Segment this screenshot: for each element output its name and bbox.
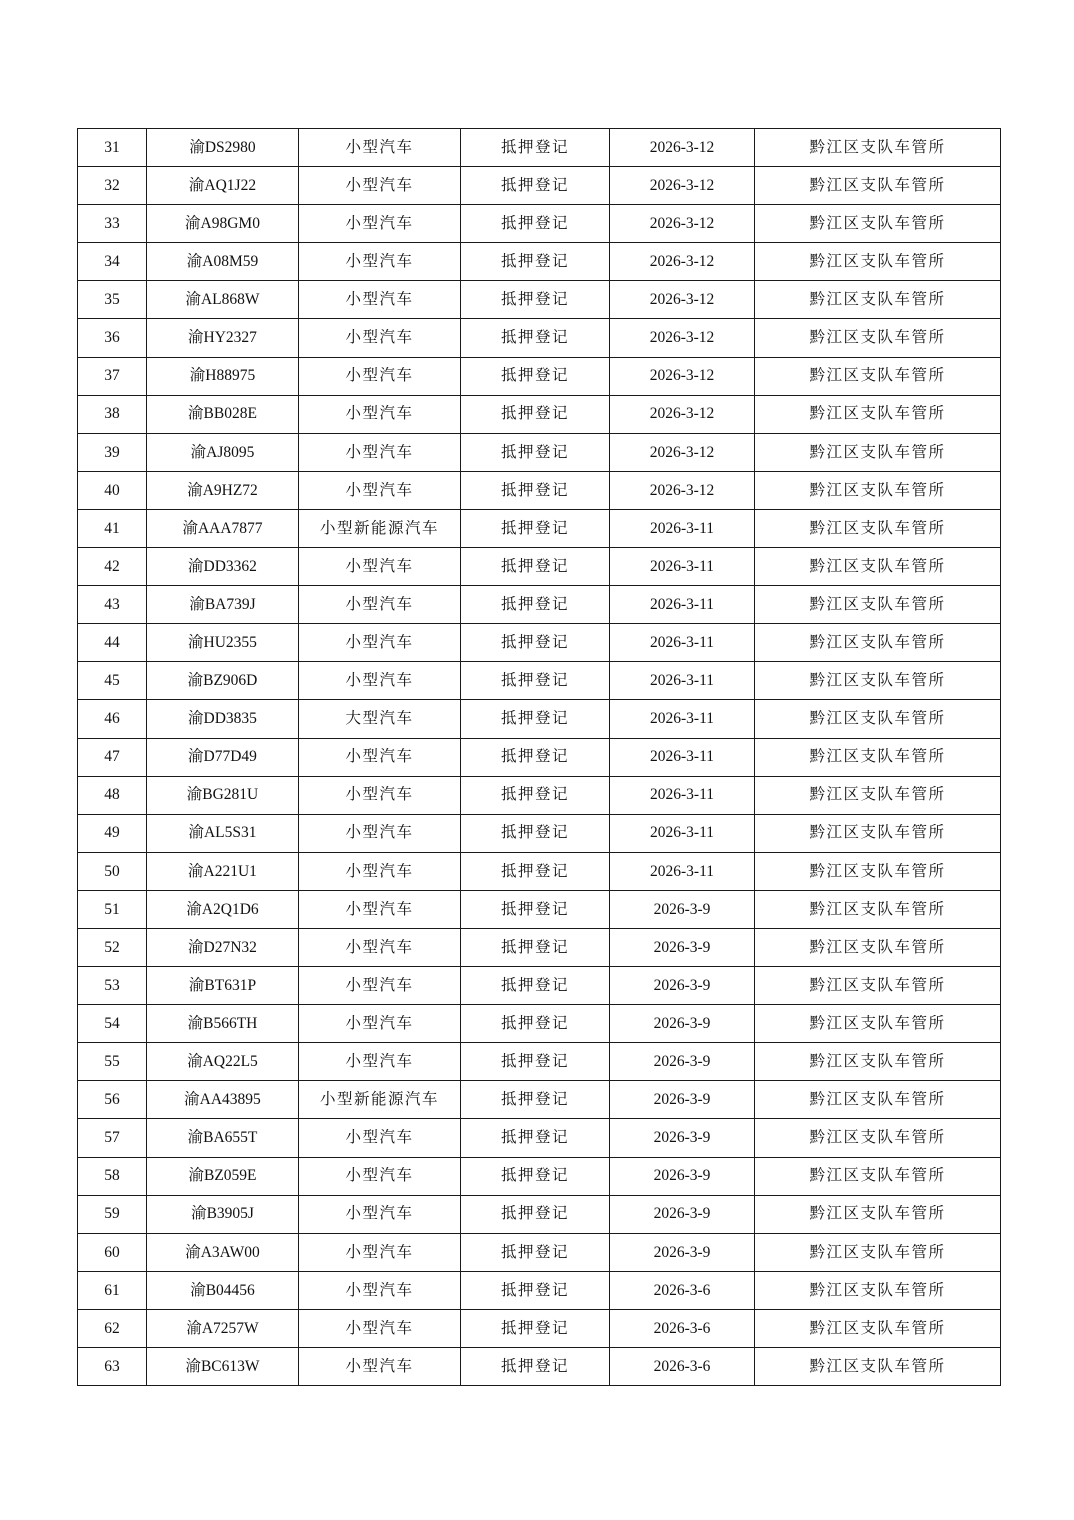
vehicle-type-cell: 小型汽车	[299, 662, 461, 700]
date-cell: 2026-3-12	[610, 433, 755, 471]
table-body	[78, 129, 1001, 1386]
business-type-cell: 抵押登记	[461, 852, 610, 890]
table-row	[78, 624, 1001, 662]
business-type-cell: 抵押登记	[461, 1195, 610, 1233]
vehicle-type-cell: 小型汽车	[299, 624, 461, 662]
row-number-cell: 54	[78, 1005, 147, 1043]
date-cell: 2026-3-9	[610, 1043, 755, 1081]
row-number-cell: 48	[78, 776, 147, 814]
date-cell: 2026-3-9	[610, 967, 755, 1005]
business-type-cell: 抵押登记	[461, 1081, 610, 1119]
office-cell: 黔江区支队车管所	[755, 1309, 1001, 1347]
business-type-cell: 抵押登记	[461, 928, 610, 966]
vehicle-type-cell: 小型汽车	[299, 357, 461, 395]
business-type-cell: 抵押登记	[461, 814, 610, 852]
date-cell: 2026-3-9	[610, 1195, 755, 1233]
plate-number-cell: 渝AJ8095	[147, 433, 299, 471]
vehicle-type-cell: 小型汽车	[299, 1119, 461, 1157]
office-cell: 黔江区支队车管所	[755, 548, 1001, 586]
business-type-cell: 抵押登记	[461, 1043, 610, 1081]
table-row	[78, 928, 1001, 966]
vehicle-type-cell: 小型汽车	[299, 1195, 461, 1233]
business-type-cell: 抵押登记	[461, 1157, 610, 1195]
row-number-cell: 56	[78, 1081, 147, 1119]
business-type-cell: 抵押登记	[461, 357, 610, 395]
plate-number-cell: 渝BG281U	[147, 776, 299, 814]
plate-number-cell: 渝AQ22L5	[147, 1043, 299, 1081]
office-cell: 黔江区支队车管所	[755, 433, 1001, 471]
row-number-cell: 58	[78, 1157, 147, 1195]
plate-number-cell: 渝BC613W	[147, 1348, 299, 1386]
office-cell: 黔江区支队车管所	[755, 1271, 1001, 1309]
table-row	[78, 1195, 1001, 1233]
date-cell: 2026-3-11	[610, 738, 755, 776]
plate-number-cell: 渝HU2355	[147, 624, 299, 662]
table-row	[78, 548, 1001, 586]
table-row	[78, 509, 1001, 547]
row-number-cell: 59	[78, 1195, 147, 1233]
date-cell: 2026-3-12	[610, 129, 755, 167]
business-type-cell: 抵押登记	[461, 471, 610, 509]
plate-number-cell: 渝A2Q1D6	[147, 890, 299, 928]
vehicle-type-cell: 小型汽车	[299, 1157, 461, 1195]
date-cell: 2026-3-6	[610, 1271, 755, 1309]
plate-number-cell: 渝A9HZ72	[147, 471, 299, 509]
date-cell: 2026-3-12	[610, 319, 755, 357]
date-cell: 2026-3-11	[610, 814, 755, 852]
table-row	[78, 281, 1001, 319]
vehicle-type-cell: 小型汽车	[299, 205, 461, 243]
vehicle-type-cell: 小型汽车	[299, 852, 461, 890]
row-number-cell: 37	[78, 357, 147, 395]
office-cell: 黔江区支队车管所	[755, 814, 1001, 852]
row-number-cell: 32	[78, 167, 147, 205]
vehicle-type-cell: 小型汽车	[299, 1005, 461, 1043]
vehicle-type-cell: 小型汽车	[299, 395, 461, 433]
table-row	[78, 1309, 1001, 1347]
office-cell: 黔江区支队车管所	[755, 967, 1001, 1005]
plate-number-cell: 渝BA655T	[147, 1119, 299, 1157]
date-cell: 2026-3-11	[610, 586, 755, 624]
plate-number-cell: 渝D27N32	[147, 928, 299, 966]
table-row	[78, 129, 1001, 167]
plate-number-cell: 渝DD3835	[147, 700, 299, 738]
vehicle-type-cell: 小型汽车	[299, 814, 461, 852]
business-type-cell: 抵押登记	[461, 700, 610, 738]
date-cell: 2026-3-9	[610, 1233, 755, 1271]
office-cell: 黔江区支队车管所	[755, 928, 1001, 966]
plate-number-cell: 渝AA43895	[147, 1081, 299, 1119]
office-cell: 黔江区支队车管所	[755, 738, 1001, 776]
date-cell: 2026-3-12	[610, 205, 755, 243]
office-cell: 黔江区支队车管所	[755, 852, 1001, 890]
plate-number-cell: 渝B3905J	[147, 1195, 299, 1233]
row-number-cell: 44	[78, 624, 147, 662]
table-row	[78, 1271, 1001, 1309]
business-type-cell: 抵押登记	[461, 1271, 610, 1309]
business-type-cell: 抵押登记	[461, 205, 610, 243]
row-number-cell: 33	[78, 205, 147, 243]
plate-number-cell: 渝DS2980	[147, 129, 299, 167]
vehicle-type-cell: 小型汽车	[299, 586, 461, 624]
office-cell: 黔江区支队车管所	[755, 1233, 1001, 1271]
plate-number-cell: 渝AL5S31	[147, 814, 299, 852]
date-cell: 2026-3-9	[610, 1119, 755, 1157]
office-cell: 黔江区支队车管所	[755, 1348, 1001, 1386]
business-type-cell: 抵押登记	[461, 1233, 610, 1271]
row-number-cell: 41	[78, 509, 147, 547]
table-row	[78, 471, 1001, 509]
plate-number-cell: 渝H88975	[147, 357, 299, 395]
date-cell: 2026-3-11	[610, 700, 755, 738]
row-number-cell: 34	[78, 243, 147, 281]
office-cell: 黔江区支队车管所	[755, 129, 1001, 167]
business-type-cell: 抵押登记	[461, 548, 610, 586]
office-cell: 黔江区支队车管所	[755, 243, 1001, 281]
row-number-cell: 63	[78, 1348, 147, 1386]
plate-number-cell: 渝BZ906D	[147, 662, 299, 700]
office-cell: 黔江区支队车管所	[755, 700, 1001, 738]
office-cell: 黔江区支队车管所	[755, 890, 1001, 928]
plate-number-cell: 渝BZ059E	[147, 1157, 299, 1195]
business-type-cell: 抵押登记	[461, 890, 610, 928]
vehicle-type-cell: 小型汽车	[299, 928, 461, 966]
date-cell: 2026-3-11	[610, 662, 755, 700]
office-cell: 黔江区支队车管所	[755, 509, 1001, 547]
table-row	[78, 1233, 1001, 1271]
row-number-cell: 49	[78, 814, 147, 852]
table-row	[78, 1005, 1001, 1043]
plate-number-cell: 渝AQ1J22	[147, 167, 299, 205]
date-cell: 2026-3-11	[610, 776, 755, 814]
business-type-cell: 抵押登记	[461, 129, 610, 167]
vehicle-type-cell: 小型汽车	[299, 548, 461, 586]
row-number-cell: 38	[78, 395, 147, 433]
row-number-cell: 53	[78, 967, 147, 1005]
office-cell: 黔江区支队车管所	[755, 1081, 1001, 1119]
date-cell: 2026-3-11	[610, 852, 755, 890]
office-cell: 黔江区支队车管所	[755, 167, 1001, 205]
date-cell: 2026-3-11	[610, 509, 755, 547]
row-number-cell: 39	[78, 433, 147, 471]
office-cell: 黔江区支队车管所	[755, 624, 1001, 662]
date-cell: 2026-3-6	[610, 1348, 755, 1386]
table-row	[78, 814, 1001, 852]
table-row	[78, 1157, 1001, 1195]
business-type-cell: 抵押登记	[461, 586, 610, 624]
plate-number-cell: 渝AAA7877	[147, 509, 299, 547]
vehicle-type-cell: 小型汽车	[299, 129, 461, 167]
office-cell: 黔江区支队车管所	[755, 319, 1001, 357]
business-type-cell: 抵押登记	[461, 281, 610, 319]
row-number-cell: 51	[78, 890, 147, 928]
plate-number-cell: 渝HY2327	[147, 319, 299, 357]
office-cell: 黔江区支队车管所	[755, 1043, 1001, 1081]
business-type-cell: 抵押登记	[461, 1348, 610, 1386]
table-row	[78, 586, 1001, 624]
row-number-cell: 45	[78, 662, 147, 700]
table-row	[78, 890, 1001, 928]
date-cell: 2026-3-12	[610, 167, 755, 205]
vehicle-mortgage-table	[77, 128, 1001, 1386]
office-cell: 黔江区支队车管所	[755, 586, 1001, 624]
table-row	[78, 205, 1001, 243]
plate-number-cell: 渝A08M59	[147, 243, 299, 281]
vehicle-type-cell: 小型汽车	[299, 433, 461, 471]
plate-number-cell: 渝B566TH	[147, 1005, 299, 1043]
table-row	[78, 1348, 1001, 1386]
vehicle-type-cell: 小型新能源汽车	[299, 509, 461, 547]
plate-number-cell: 渝B04456	[147, 1271, 299, 1309]
row-number-cell: 62	[78, 1309, 147, 1347]
row-number-cell: 61	[78, 1271, 147, 1309]
date-cell: 2026-3-9	[610, 1081, 755, 1119]
office-cell: 黔江区支队车管所	[755, 395, 1001, 433]
date-cell: 2026-3-11	[610, 548, 755, 586]
row-number-cell: 60	[78, 1233, 147, 1271]
row-number-cell: 55	[78, 1043, 147, 1081]
plate-number-cell: 渝A3AW00	[147, 1233, 299, 1271]
plate-number-cell: 渝D77D49	[147, 738, 299, 776]
date-cell: 2026-3-9	[610, 928, 755, 966]
table-row	[78, 776, 1001, 814]
table-row	[78, 433, 1001, 471]
vehicle-type-cell: 小型汽车	[299, 243, 461, 281]
vehicle-type-cell: 小型汽车	[299, 1348, 461, 1386]
plate-number-cell: 渝BB028E	[147, 395, 299, 433]
date-cell: 2026-3-12	[610, 357, 755, 395]
business-type-cell: 抵押登记	[461, 776, 610, 814]
vehicle-type-cell: 小型汽车	[299, 1271, 461, 1309]
table-row	[78, 1081, 1001, 1119]
office-cell: 黔江区支队车管所	[755, 1005, 1001, 1043]
vehicle-type-cell: 小型汽车	[299, 890, 461, 928]
business-type-cell: 抵押登记	[461, 1119, 610, 1157]
vehicle-type-cell: 小型汽车	[299, 738, 461, 776]
office-cell: 黔江区支队车管所	[755, 471, 1001, 509]
office-cell: 黔江区支队车管所	[755, 281, 1001, 319]
office-cell: 黔江区支队车管所	[755, 205, 1001, 243]
vehicle-type-cell: 小型汽车	[299, 1309, 461, 1347]
table-row	[78, 395, 1001, 433]
vehicle-type-cell: 小型汽车	[299, 1233, 461, 1271]
vehicle-type-cell: 小型汽车	[299, 281, 461, 319]
vehicle-type-cell: 小型汽车	[299, 967, 461, 1005]
date-cell: 2026-3-12	[610, 395, 755, 433]
business-type-cell: 抵押登记	[461, 738, 610, 776]
table-row	[78, 243, 1001, 281]
business-type-cell: 抵押登记	[461, 243, 610, 281]
business-type-cell: 抵押登记	[461, 167, 610, 205]
table-row	[78, 852, 1001, 890]
plate-number-cell: 渝BT631P	[147, 967, 299, 1005]
business-type-cell: 抵押登记	[461, 1309, 610, 1347]
vehicle-type-cell: 小型新能源汽车	[299, 1081, 461, 1119]
plate-number-cell: 渝A7257W	[147, 1309, 299, 1347]
table-row	[78, 1043, 1001, 1081]
date-cell: 2026-3-12	[610, 281, 755, 319]
date-cell: 2026-3-12	[610, 243, 755, 281]
table-row	[78, 738, 1001, 776]
date-cell: 2026-3-11	[610, 624, 755, 662]
vehicle-type-cell: 小型汽车	[299, 471, 461, 509]
row-number-cell: 36	[78, 319, 147, 357]
plate-number-cell: 渝A221U1	[147, 852, 299, 890]
business-type-cell: 抵押登记	[461, 433, 610, 471]
table-row	[78, 967, 1001, 1005]
office-cell: 黔江区支队车管所	[755, 1195, 1001, 1233]
plate-number-cell: 渝BA739J	[147, 586, 299, 624]
business-type-cell: 抵押登记	[461, 662, 610, 700]
office-cell: 黔江区支队车管所	[755, 776, 1001, 814]
business-type-cell: 抵押登记	[461, 967, 610, 1005]
vehicle-type-cell: 小型汽车	[299, 1043, 461, 1081]
row-number-cell: 35	[78, 281, 147, 319]
row-number-cell: 43	[78, 586, 147, 624]
date-cell: 2026-3-9	[610, 1005, 755, 1043]
vehicle-type-cell: 小型汽车	[299, 167, 461, 205]
business-type-cell: 抵押登记	[461, 624, 610, 662]
table-row	[78, 662, 1001, 700]
date-cell: 2026-3-6	[610, 1309, 755, 1347]
table-row	[78, 1119, 1001, 1157]
business-type-cell: 抵押登记	[461, 319, 610, 357]
row-number-cell: 31	[78, 129, 147, 167]
row-number-cell: 46	[78, 700, 147, 738]
office-cell: 黔江区支队车管所	[755, 662, 1001, 700]
plate-number-cell: 渝A98GM0	[147, 205, 299, 243]
row-number-cell: 52	[78, 928, 147, 966]
row-number-cell: 40	[78, 471, 147, 509]
row-number-cell: 47	[78, 738, 147, 776]
business-type-cell: 抵押登记	[461, 509, 610, 547]
office-cell: 黔江区支队车管所	[755, 1119, 1001, 1157]
date-cell: 2026-3-9	[610, 1157, 755, 1195]
vehicle-type-cell: 小型汽车	[299, 319, 461, 357]
vehicle-type-cell: 小型汽车	[299, 776, 461, 814]
row-number-cell: 57	[78, 1119, 147, 1157]
vehicle-type-cell: 大型汽车	[299, 700, 461, 738]
business-type-cell: 抵押登记	[461, 395, 610, 433]
table-row	[78, 319, 1001, 357]
row-number-cell: 50	[78, 852, 147, 890]
date-cell: 2026-3-9	[610, 890, 755, 928]
date-cell: 2026-3-12	[610, 471, 755, 509]
office-cell: 黔江区支队车管所	[755, 1157, 1001, 1195]
table-row	[78, 167, 1001, 205]
table-row	[78, 357, 1001, 395]
plate-number-cell: 渝AL868W	[147, 281, 299, 319]
row-number-cell: 42	[78, 548, 147, 586]
table-row	[78, 700, 1001, 738]
office-cell: 黔江区支队车管所	[755, 357, 1001, 395]
business-type-cell: 抵押登记	[461, 1005, 610, 1043]
plate-number-cell: 渝DD3362	[147, 548, 299, 586]
